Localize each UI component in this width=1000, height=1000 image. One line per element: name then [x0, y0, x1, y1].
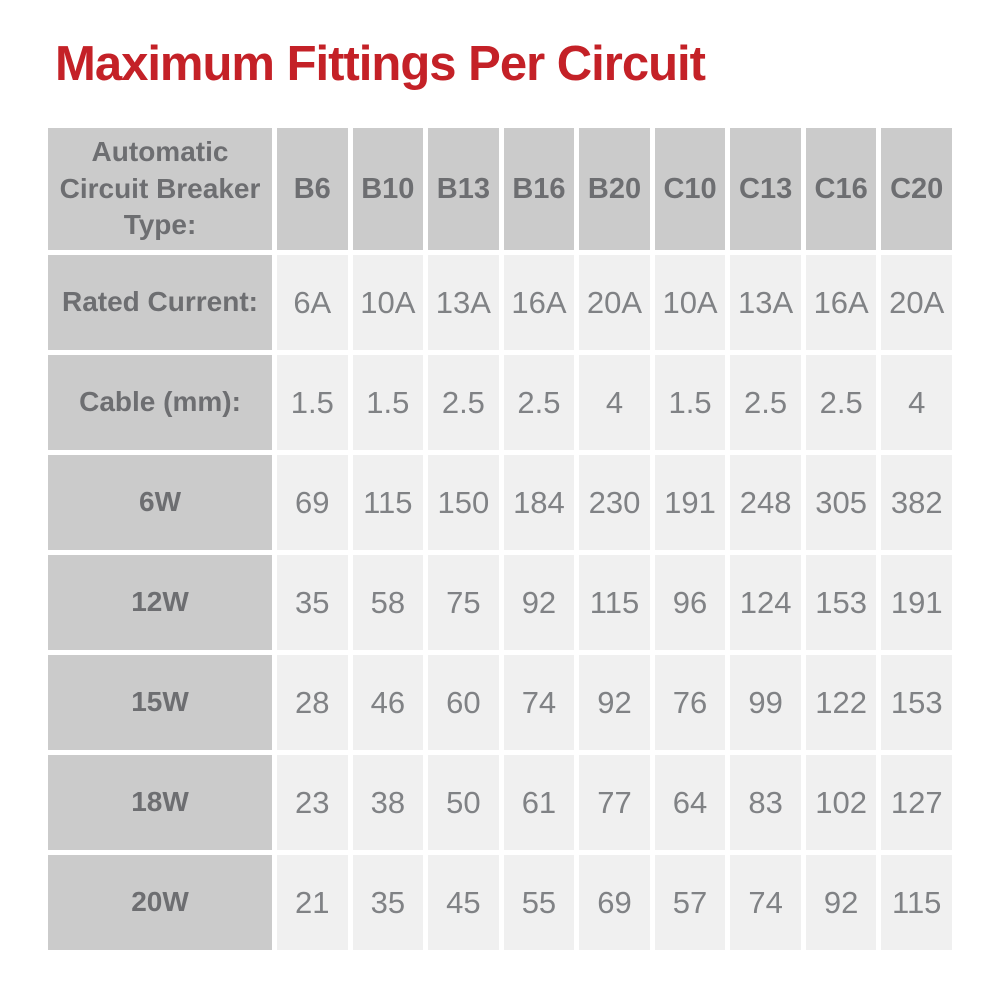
- row-label-15w: 15W: [48, 655, 272, 750]
- data-cell: 305: [806, 455, 877, 550]
- data-cell: 10A: [353, 255, 424, 350]
- column-header-c13: C13: [730, 128, 801, 250]
- data-cell: 115: [881, 855, 952, 950]
- column-header-b13: B13: [428, 128, 499, 250]
- data-cell: 102: [806, 755, 877, 850]
- data-cell: 382: [881, 455, 952, 550]
- data-cell: 16A: [806, 255, 877, 350]
- column-header-b6: B6: [277, 128, 348, 250]
- row-label-cable: Cable (mm):: [48, 355, 272, 450]
- data-cell: 92: [579, 655, 650, 750]
- data-cell: 115: [353, 455, 424, 550]
- data-cell: 96: [655, 555, 726, 650]
- data-cell: 74: [504, 655, 575, 750]
- data-cell: 10A: [655, 255, 726, 350]
- data-cell: 83: [730, 755, 801, 850]
- header-row-label: Automatic Circuit Breaker Type:: [48, 128, 272, 250]
- data-cell: 23: [277, 755, 348, 850]
- data-cell: 35: [353, 855, 424, 950]
- data-cell: 1.5: [655, 355, 726, 450]
- page-title: Maximum Fittings Per Circuit: [55, 37, 705, 91]
- data-cell: 191: [655, 455, 726, 550]
- data-cell: 13A: [428, 255, 499, 350]
- data-cell: 50: [428, 755, 499, 850]
- data-cell: 248: [730, 455, 801, 550]
- data-cell: 127: [881, 755, 952, 850]
- data-cell: 46: [353, 655, 424, 750]
- data-cell: 20A: [579, 255, 650, 350]
- data-cell: 58: [353, 555, 424, 650]
- row-label-6w: 6W: [48, 455, 272, 550]
- data-cell: 230: [579, 455, 650, 550]
- data-cell: 1.5: [353, 355, 424, 450]
- row-label-20w: 20W: [48, 855, 272, 950]
- data-cell: 69: [277, 455, 348, 550]
- row-label-rated-current: Rated Current:: [48, 255, 272, 350]
- data-cell: 16A: [504, 255, 575, 350]
- data-cell: 92: [806, 855, 877, 950]
- data-cell: 1.5: [277, 355, 348, 450]
- data-cell: 77: [579, 755, 650, 850]
- data-cell: 150: [428, 455, 499, 550]
- row-label-12w: 12W: [48, 555, 272, 650]
- data-cell: 28: [277, 655, 348, 750]
- data-cell: 4: [881, 355, 952, 450]
- data-cell: 38: [353, 755, 424, 850]
- column-header-c16: C16: [806, 128, 877, 250]
- data-cell: 2.5: [504, 355, 575, 450]
- data-cell: 76: [655, 655, 726, 750]
- data-cell: 2.5: [428, 355, 499, 450]
- data-cell: 45: [428, 855, 499, 950]
- data-cell: 55: [504, 855, 575, 950]
- data-cell: 92: [504, 555, 575, 650]
- column-header-b20: B20: [579, 128, 650, 250]
- data-cell: 20A: [881, 255, 952, 350]
- data-cell: 4: [579, 355, 650, 450]
- data-cell: 57: [655, 855, 726, 950]
- data-cell: 75: [428, 555, 499, 650]
- data-cell: 124: [730, 555, 801, 650]
- data-cell: 13A: [730, 255, 801, 350]
- data-cell: 35: [277, 555, 348, 650]
- data-cell: 64: [655, 755, 726, 850]
- data-cell: 115: [579, 555, 650, 650]
- data-cell: 6A: [277, 255, 348, 350]
- column-header-c10: C10: [655, 128, 726, 250]
- data-cell: 61: [504, 755, 575, 850]
- data-cell: 21: [277, 855, 348, 950]
- data-cell: 153: [806, 555, 877, 650]
- column-header-c20: C20: [881, 128, 952, 250]
- fittings-table: [48, 128, 952, 950]
- data-cell: 153: [881, 655, 952, 750]
- data-cell: 184: [504, 455, 575, 550]
- column-header-b16: B16: [504, 128, 575, 250]
- row-label-18w: 18W: [48, 755, 272, 850]
- data-cell: 60: [428, 655, 499, 750]
- data-cell: 69: [579, 855, 650, 950]
- data-cell: 122: [806, 655, 877, 750]
- data-cell: 2.5: [730, 355, 801, 450]
- data-cell: 2.5: [806, 355, 877, 450]
- data-cell: 191: [881, 555, 952, 650]
- data-cell: 74: [730, 855, 801, 950]
- data-cell: 99: [730, 655, 801, 750]
- column-header-b10: B10: [353, 128, 424, 250]
